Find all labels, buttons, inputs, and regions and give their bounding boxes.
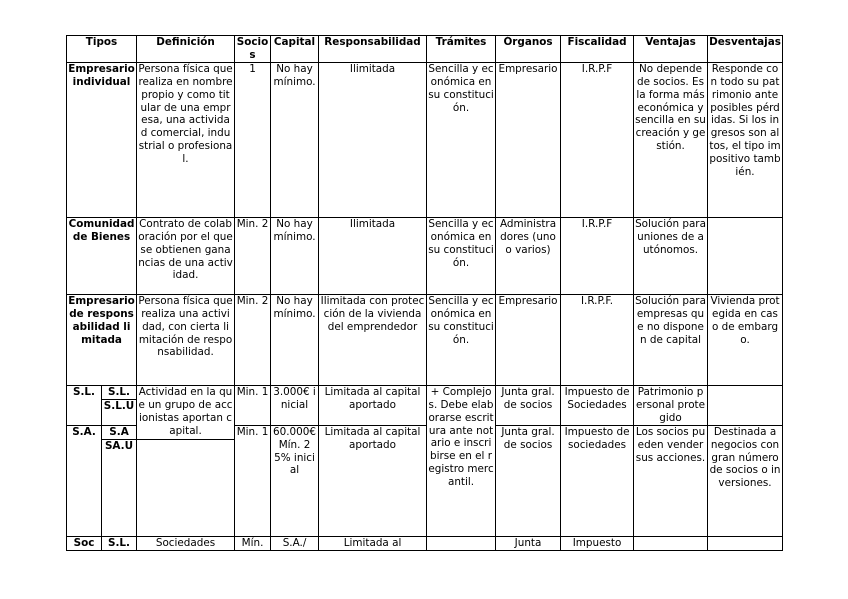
cell-responsabilidad: Ilimitada con protección de la vivienda del emprendedor [319, 294, 427, 385]
cell-definicion: Persona física que realiza una actividad, con cierta limitación de responsabilidad. [137, 294, 235, 385]
cell-capital: 60.000€ Mín. 25% inicial [271, 425, 319, 536]
cell-fiscalidad: Impuesto de Sociedades [561, 385, 634, 425]
header-desventajas: Desventajas [708, 36, 783, 63]
table-row [67, 385, 783, 399]
cell-definicion: Sociedades [137, 536, 235, 550]
cell-responsabilidad: Ilimitada [319, 217, 427, 294]
cell-fiscalidad: I.R.P.F [561, 62, 634, 217]
cell-organos: Administradores (uno o varios) [496, 217, 561, 294]
cell-desventajas: Vivienda protegida en caso de embargo. [708, 294, 783, 385]
cell-socios: 1 [235, 62, 271, 217]
cell-ventajas: Solución para uniones de autónomos. [634, 217, 708, 294]
cell-socios: Mín. [235, 536, 271, 550]
cell-fiscalidad: I.R.P.F. [561, 294, 634, 385]
cell-desventajas: Destinada a negocios con gran número de socios o inversiones. [708, 425, 783, 536]
cell-organos: Junta gral. de socios [496, 425, 561, 536]
cell-ventajas: Solución para empresas que no disponen de capital [634, 294, 708, 385]
cell-definicion: Persona física que realiza en nombre propio y como titular de una empresa, una actividad comercial, industrial o profesional. [137, 62, 235, 217]
cell-socios: Min. 2 [235, 217, 271, 294]
cell-definicion: Contrato de colaboración por el que se obtienen ganancias de una actividad. [137, 217, 235, 294]
header-fiscalidad: Fiscalidad [561, 36, 634, 63]
cell-subtype: SA.U [102, 439, 137, 536]
cell-organos: Junta [496, 536, 561, 550]
cell-ventajas: No depende de socios. Es la forma más económica y sencilla en su creación y gestión. [634, 62, 708, 217]
cell-group: S.A. [67, 425, 102, 536]
cell-tramites: Sencilla y económica en su constitución. [427, 62, 496, 217]
header-capital: Capital [271, 36, 319, 63]
cell-group: Soc [67, 536, 102, 550]
cell-subtype: S.L. [102, 536, 137, 550]
cell-capital: 3.000€ inicial [271, 385, 319, 425]
cell-responsabilidad: Ilimitada [319, 62, 427, 217]
cell-tramites-empty [427, 536, 496, 550]
cell-organos: Empresario [496, 62, 561, 217]
cell-responsabilidad: Limitada al [319, 536, 427, 550]
cell-capital: S.A./ [271, 536, 319, 550]
cell-fiscalidad: Impuesto [561, 536, 634, 550]
cell-capital: No hay mínimo. [271, 62, 319, 217]
header-tramites: Trámites [427, 36, 496, 63]
company-types-table [66, 35, 783, 551]
cell-ventajas: Los socios pueden vender sus acciones. [634, 425, 708, 536]
cell-capital: No hay mínimo. [271, 217, 319, 294]
cell-desventajas: Responde con todo su patrimonio ante posibles pérdidas. Si los ingresos son altos, el tipo impositivo también. [708, 62, 783, 217]
cell-tipo: Empresario de responsabilidad limitada [67, 294, 137, 385]
cell-ventajas-empty [634, 536, 708, 550]
header-ventajas: Ventajas [634, 36, 708, 63]
header-row [67, 36, 783, 63]
cell-responsabilidad: Limitada al capital aportado [319, 425, 427, 536]
table-row [67, 294, 783, 385]
cell-responsabilidad: Limitada al capital aportado [319, 385, 427, 425]
cell-fiscalidad: I.R.P.F [561, 217, 634, 294]
cell-desventajas-empty [708, 536, 783, 550]
cell-organos: Junta gral. de socios [496, 385, 561, 425]
cell-subtype: S.L. [102, 385, 137, 399]
cell-organos: Empresario [496, 294, 561, 385]
cell-socios: Min. 1 [235, 385, 271, 425]
header-definicion: Definición [137, 36, 235, 63]
header-responsabilidad: Responsabilidad [319, 36, 427, 63]
cell-definicion: Actividad en la que un grupo de accionistas aportan capital. [137, 385, 235, 439]
cell-desventajas [708, 385, 783, 425]
header-organos: Órganos [496, 36, 561, 63]
cell-ventajas: Patrimonio personal protegido [634, 385, 708, 425]
cell-definicion-empty [137, 439, 235, 536]
header-socios: Socios [235, 36, 271, 63]
cell-socios: Min. 2 [235, 294, 271, 385]
cell-group: S.L. [67, 385, 102, 425]
cell-desventajas [708, 217, 783, 294]
cell-tramites: + Complejos. Debe elaborarse escritura ante notario e inscribirse en el registro mercantil. [427, 385, 496, 536]
header-tipos: Tipos [67, 36, 137, 63]
cell-socios: Min. 1 [235, 425, 271, 536]
table-row [67, 62, 783, 217]
cell-tramites: Sencilla y económica en su constitución. [427, 294, 496, 385]
table-row [67, 536, 783, 550]
cell-subtype: S.A [102, 425, 137, 439]
cell-capital: No hay mínimo. [271, 294, 319, 385]
cell-tramites: Sencilla y económica en su constitución. [427, 217, 496, 294]
cell-fiscalidad: Impuesto de sociedades [561, 425, 634, 536]
table-row [67, 217, 783, 294]
cell-subtype: S.L.U [102, 399, 137, 425]
cell-tipo: Comunidad de Bienes [67, 217, 137, 294]
cell-tipo: Empresario individual [67, 62, 137, 217]
